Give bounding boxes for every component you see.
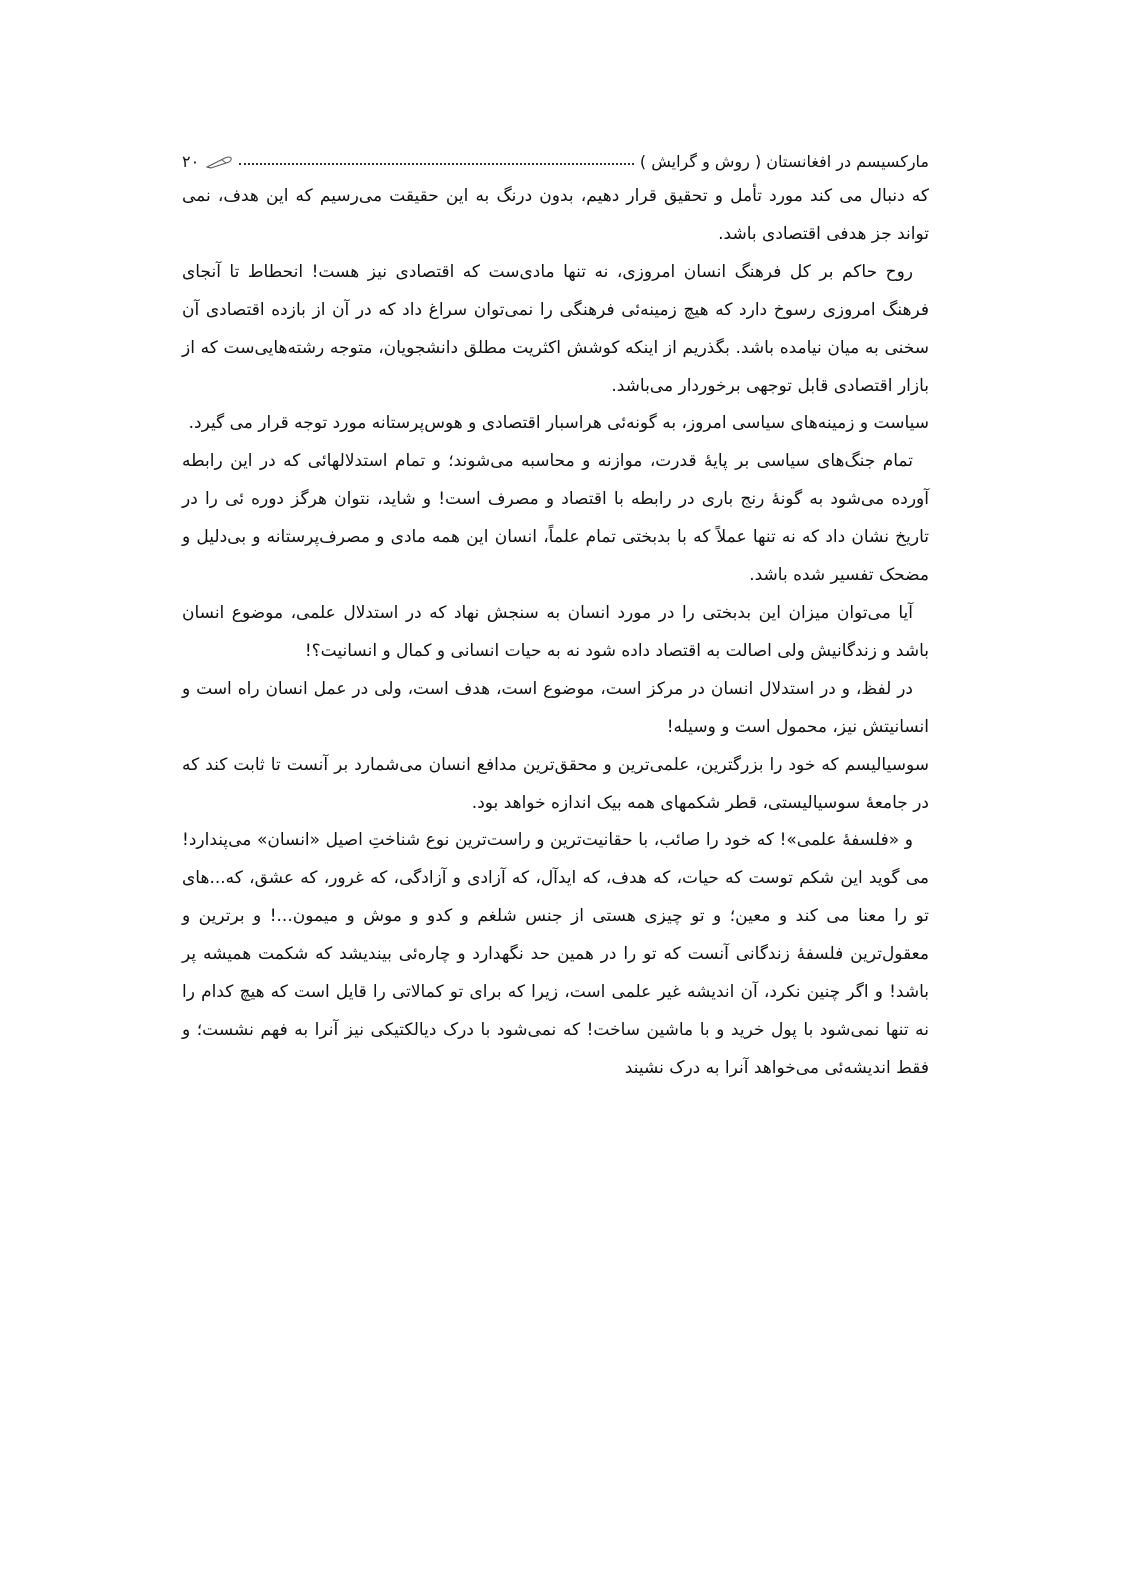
pen-icon [205, 155, 233, 169]
paragraph: روح حاکم بر کل فرهنگ انسان امروزی، نه تنها مادی‌ست که اقتصادی نیز هست! انحطاط تا آنجای فرهنگ امروزی رسوخ دارد که هیچ زمینه‌ئی فرهنگی را نمی‌توان سراغ داد که در آن از بازده اقتصادی آن سخنی به میان نیامده باشد. بگذریم از اینکه کوشش اکثریت مطلق دانشجویان، متوجه رشته‌هایی‌ست که از بازار اقتصادی قابل توجهی برخوردار می‌باشد. [182, 261, 929, 396]
paragraph: تمام جنگ‌های سیاسی بر پایهٔ قدرت، موازنه و محاسبه می‌شوند؛ و تمام استدلالهائی که در این رابطه آورده می‌شود به گونهٔ رنج باری در رابطه با اقتصاد و مصرف است! و شاید، نتوان هرگز دوره ئی را در تاریخ نشان داد که نه تنها عملاً که با بدبختی تمام علماً، انسان این همه مادی و مصرف‌پرستانه و بی‌دلیل و مضحک تفسیر شده باشد. [182, 451, 929, 586]
paragraph: در لفظ، و در استدلال انسان در مرکز است، موضوع است، هدف است، ولی در عمل انسان راه است و انسانیتش نیز، محمول است و وسیله! [182, 678, 929, 737]
paragraph: سیاست و زمینه‌های سیاسی امروز، به گونه‌ئی هراسبار اقتصادی و هوس‌پرستانه مورد توجه قرار می گیرد. [188, 413, 929, 434]
header-dotted-leader [239, 163, 634, 165]
header-title: مارکسیسم در افغانستان ( روش و گرایش ) [639, 152, 929, 171]
paragraph: و «فلسفهٔ علمی»! که خود را صائب، با حقانیت‌ترین و راست‌ترین نوع شناختِ اصیل «انسان» می‌پندارد! می گوید این شکم توست که حیات، که هدف، که ایدآل، که آزادی و آزادگی، که غرور، که عشق، که...های تو را معنا می کند و معین؛ و تو چیزی هستی از جنس شلغم و کدو و موش و میمون...! و برترین و معقول‌ترین فلسفهٔ زندگانی آنست که تو را در همین حد نگهدارد و چاره‌ئی بیندیشد که شکمت همیشه پر باشد! و اگر چنین نکرد، آن اندیشه غیر علمی است، زیرا که برای تو کمالاتی را قایل است که هیچ کدام را نه تنها نمی‌شود با پول خرید و با ماشین ساخت! که نمی‌شود با درک دیالکتیکی نیز آنرا به فهم نشست؛ و فقط اندیشه‌ئی می‌خواهد آنرا به درک نشیند [182, 830, 929, 1078]
paragraph: سوسیالیسم که خود را بزرگترین، علمی‌ترین و محقق‌ترین مدافع انسان می‌شمارد بر آنست تا ثابت کند که در جامعهٔ سوسیالیستی، قطر شکمهای همه بیک اندازه خواهد بود. [182, 754, 929, 813]
page-number: ۲۰ [182, 152, 200, 171]
paragraph: آیا می‌توان میزان این بدبختی را در مورد انسان به سنجش نهاد که در استدلال علمی، موضوع انسان باشد و زندگانیش ولی اصالت به اقتصاد داده شود نه به حیات انسانی و کمال و انسانیت؟! [182, 602, 929, 661]
paragraph: که دنبال می کند مورد تأمل و تحقیق قرار دهیم، بدون درنگ به این حقیقت می‌رسیم که این هدف، نمی تواند جز هدفی اقتصادی باشد. [182, 186, 929, 244]
page-body [182, 178, 929, 1088]
running-header [182, 143, 929, 171]
